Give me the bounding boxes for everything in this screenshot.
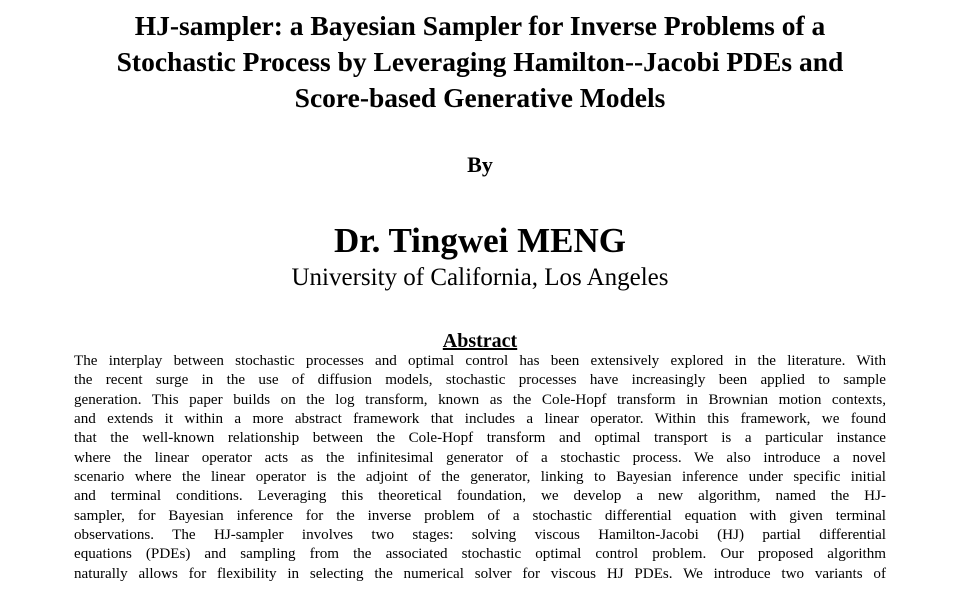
abstract-line: scenario where the linear operator is the adjoint of the generator, linking to Bayesian inference under specific initial xyxy=(74,469,886,486)
abstract-line: naturally allows for flexibility in selecting the numerical solver for viscous HJ PDEs. We introduce two variants of xyxy=(74,565,886,582)
title-line: HJ-sampler: a Bayesian Sampler for Inverse Problems of a xyxy=(134,10,826,41)
title-line: Stochastic Process by Leveraging Hamilton--Jacobi PDEs and xyxy=(116,46,844,77)
abstract-line: and extends it within a more abstract framework that includes a linear operator. Within this framework, we found xyxy=(74,411,886,428)
abstract-line: equations (PDEs) and sampling from the associated stochastic optimal control problem. Our proposed algorithm xyxy=(74,546,886,563)
paper-title xyxy=(0,8,960,116)
abstract-line: sampler, for Bayesian inference for the inverse problem of a stochastic differential equation with given terminal xyxy=(74,507,886,524)
abstract-line: generation. This paper builds on the log transform, known as the Cole-Hopf transform in Brownian motion contexts, xyxy=(74,391,886,408)
abstract-line: observations. The HJ-sampler involves two stages: solving viscous Hamilton-Jacobi (HJ) partial differential xyxy=(74,527,886,544)
author-name: Dr. Tingwei MENG xyxy=(333,221,627,260)
author-affiliation: University of California, Los Angeles xyxy=(291,264,669,291)
abstract-line: and terminal conditions. Leveraging this theoretical foundation, we develop a new algorithm, named the HJ- xyxy=(74,488,886,505)
abstract-line: The interplay between stochastic processes and optimal control has been extensively explored in the literature. With xyxy=(74,353,886,369)
abstract-line: that the well-known relationship between the Cole-Hopf transform and optimal transport is a particular instance xyxy=(74,430,886,447)
by-label: By xyxy=(467,152,493,177)
abstract-line: where the linear operator acts as the infinitesimal generator of a stochastic process. We also introduce a novel xyxy=(74,449,886,466)
title-line: Score-based Generative Models xyxy=(294,82,666,113)
abstract-line: the recent surge in the use of diffusion models, stochastic processes have increasingly been applied to sample xyxy=(74,372,886,389)
abstract-heading: Abstract xyxy=(442,330,518,352)
abstract-body xyxy=(74,352,886,584)
